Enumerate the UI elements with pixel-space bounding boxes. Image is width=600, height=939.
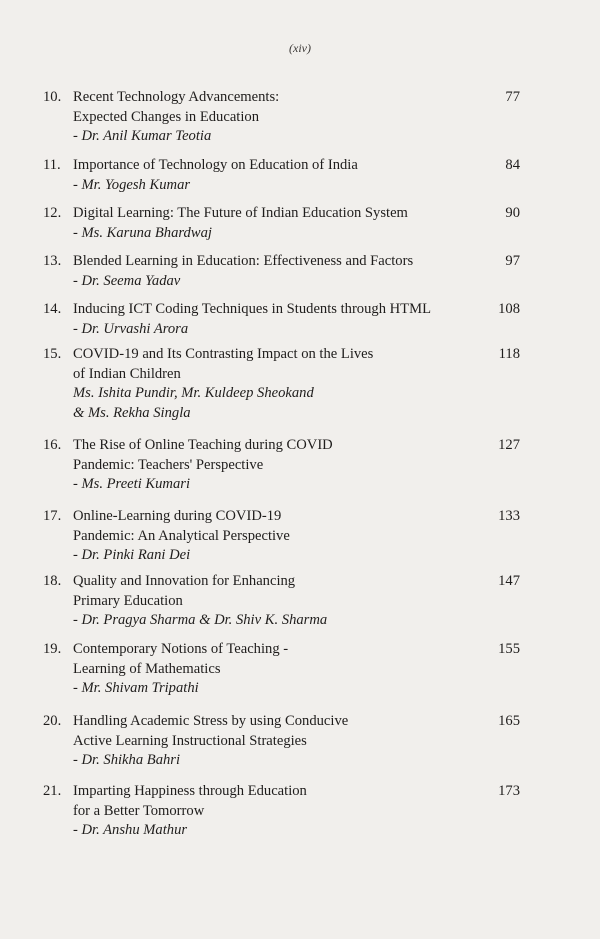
entry-author: - Mr. Shivam Tripathi: [73, 680, 199, 696]
entry-page-number: 97: [505, 253, 520, 269]
entry-title-line: The Rise of Online Teaching during COVID: [73, 437, 333, 453]
entry-title-line: Pandemic: An Analytical Perspective: [73, 527, 290, 544]
entry-page-number: 147: [498, 573, 520, 589]
entry-title-line: Pandemic: Teachers' Perspective: [73, 456, 264, 473]
toc-entry: [0, 640, 520, 699]
entry-title-line: Imparting Happiness through Education: [73, 783, 307, 799]
page-number: (xiv): [289, 41, 311, 55]
toc-entry: [0, 300, 520, 339]
entry-title-line: Learning of Mathematics: [73, 660, 221, 677]
toc-entry: [0, 712, 520, 771]
entry-page-number: 155: [498, 641, 520, 657]
entry-title-line: of Indian Children: [73, 365, 181, 382]
entry-number: 10.: [43, 89, 62, 105]
toc-entry: [0, 507, 520, 566]
entry-author: Ms. Ishita Pundir, Mr. Kuldeep Sheokand: [73, 385, 314, 401]
toc-entry: [0, 572, 520, 631]
entry-number: 20.: [43, 713, 62, 729]
entry-author: - Dr. Pinki Rani Dei: [73, 547, 191, 563]
entry-author: - Dr. Pragya Sharma & Dr. Shiv K. Sharma: [73, 612, 328, 628]
toc-entry: [0, 782, 520, 841]
entry-author: - Dr. Urvashi Arora: [73, 320, 189, 337]
toc-entry: [0, 345, 520, 423]
entry-number: 18.: [43, 573, 62, 589]
entry-number: 14.: [43, 301, 62, 317]
entry-title-line: COVID-19 and Its Contrasting Impact on the Lives: [73, 346, 374, 362]
entry-number: 12.: [43, 205, 62, 221]
entry-author: - Ms. Preeti Kumari: [73, 476, 191, 492]
entry-author: & Ms. Rekha Singla: [73, 404, 191, 421]
entry-author: - Mr. Yogesh Kumar: [73, 176, 191, 193]
entry-author: - Ms. Karuna Bhardwaj: [73, 224, 212, 241]
entry-title-line: Active Learning Instructional Strategies: [73, 732, 307, 749]
entry-author: - Dr. Anshu Mathur: [73, 822, 188, 838]
entry-author: - Dr. Shikha Bahri: [73, 752, 181, 768]
toc-entry: [0, 156, 520, 195]
entry-number: 11.: [43, 157, 61, 173]
entry-number: 13.: [43, 253, 62, 269]
toc-entry: [0, 252, 520, 291]
entry-title-line: Digital Learning: The Future of Indian Education System: [73, 205, 408, 221]
entry-author: - Dr. Seema Yadav: [73, 272, 181, 289]
entry-author: - Dr. Anil Kumar Teotia: [73, 128, 212, 144]
toc-entry: [0, 88, 520, 147]
toc-entry: [0, 436, 520, 495]
entry-title-line: Expected Changes in Education: [73, 108, 260, 125]
entry-title-line: Handling Academic Stress by using Conducive: [73, 713, 349, 729]
entry-title-line: Contemporary Notions of Teaching -: [73, 641, 289, 657]
entry-page-number: 77: [505, 89, 520, 105]
entry-title-line: Recent Technology Advancements:: [73, 89, 280, 105]
entry-title-line: Blended Learning in Education: Effectiveness and Factors: [73, 253, 414, 269]
toc-entry: [0, 204, 520, 243]
entry-number: 16.: [43, 437, 62, 453]
entry-number: 15.: [43, 346, 62, 362]
entry-number: 17.: [43, 508, 62, 524]
entry-page-number: 127: [498, 437, 520, 453]
entry-title-line: for a Better Tomorrow: [73, 802, 205, 819]
entry-title-line: Importance of Technology on Education of India: [73, 157, 358, 173]
entry-page-number: 108: [498, 301, 520, 317]
entry-title-line: Primary Education: [73, 592, 183, 609]
entry-page-number: 118: [498, 346, 520, 362]
entry-title-line: Inducing ICT Coding Techniques in Students through HTML: [73, 301, 431, 317]
entry-title-line: Quality and Innovation for Enhancing: [73, 573, 296, 589]
entry-number: 19.: [43, 641, 62, 657]
entry-page-number: 165: [498, 713, 520, 729]
entry-number: 21.: [43, 783, 62, 799]
entry-page-number: 133: [498, 508, 520, 524]
entry-title-line: Online-Learning during COVID-19: [73, 508, 282, 524]
entry-page-number: 84: [505, 157, 520, 173]
entry-page-number: 173: [498, 783, 520, 799]
entry-page-number: 90: [505, 205, 520, 221]
